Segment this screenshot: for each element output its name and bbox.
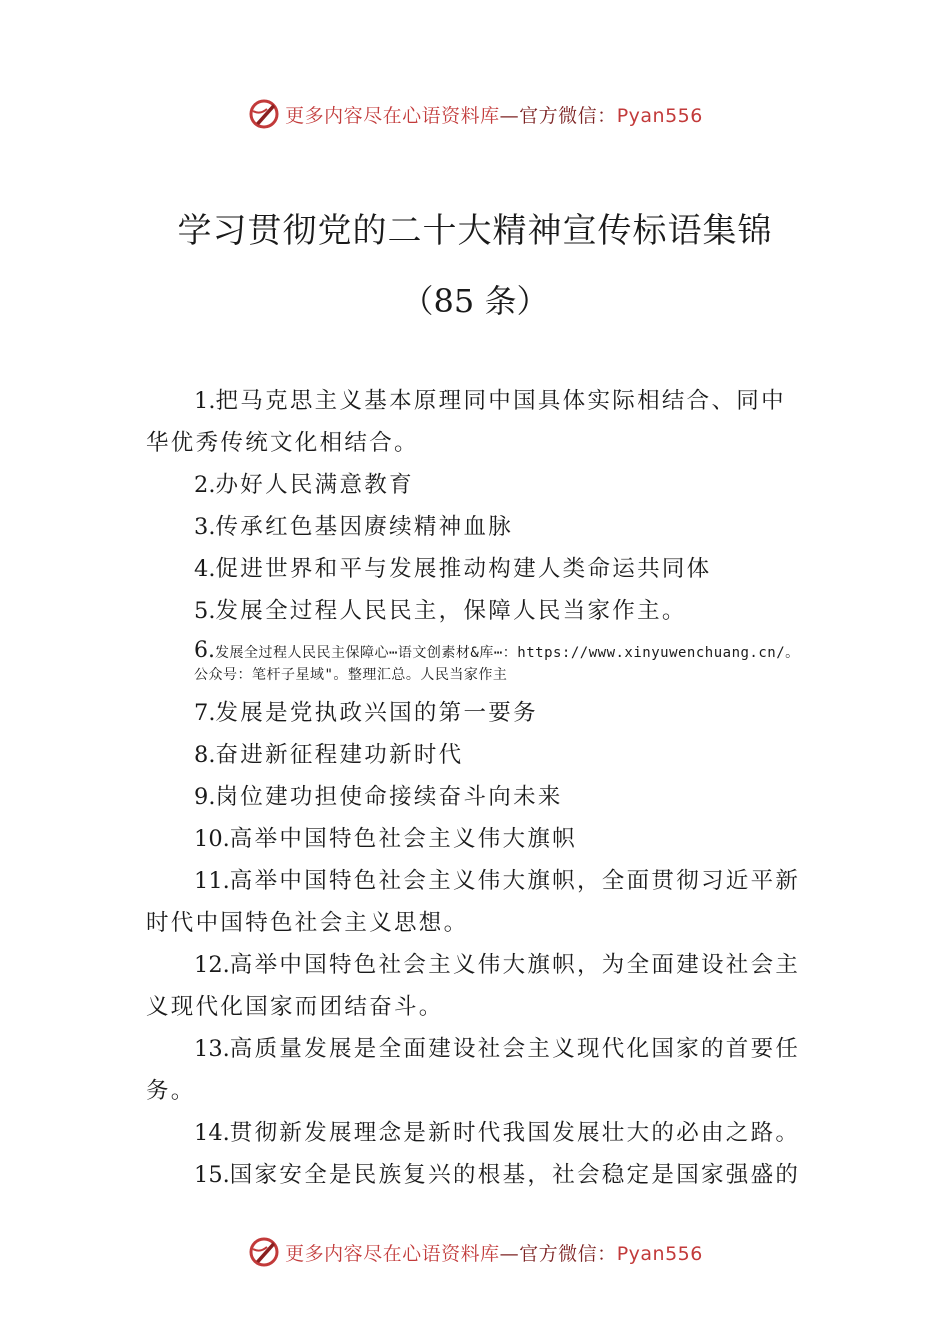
item-text: 岗位建功担使命接续奋斗向未来	[215, 784, 563, 810]
item-number: 13.	[194, 1036, 230, 1062]
document-subtitle: （85 条）	[401, 282, 549, 320]
list-item	[146, 548, 806, 590]
item-text: 贯彻新发展理念是新时代我国发展壮大的必由之路。	[229, 1120, 801, 1146]
list-item-watermarked	[146, 640, 806, 686]
list-item	[146, 776, 806, 818]
quill-seal-icon	[247, 1235, 281, 1269]
list-item	[146, 860, 806, 944]
banner-slogan: 更多内容尽在心语资料库	[285, 1242, 500, 1265]
item-text: 办好人民满意教育	[215, 472, 414, 498]
banner-text	[285, 1239, 703, 1266]
item-number: 9.	[194, 784, 216, 810]
item-text: 奋进新征程建功新时代	[215, 742, 464, 768]
list-item	[146, 506, 806, 548]
item-text: 传承红色基因赓续精神血脉	[215, 514, 514, 540]
item-text: 高举中国特色社会主义伟大旗帜，全面贯彻习近平新时代中国特色社会主义思想。	[146, 868, 801, 936]
quill-seal-icon	[247, 97, 281, 131]
item-number: 3.	[194, 514, 216, 540]
document-title: 学习贯彻党的二十大精神宣传标语集锦	[177, 211, 773, 251]
item-text: 发展全过程人民民主，保障人民当家作主。	[215, 598, 687, 624]
banner-wechat-id: Pyan556	[616, 1242, 703, 1265]
banner-text	[285, 101, 703, 128]
item-number: 6.	[194, 638, 215, 663]
item-text: 高举中国特色社会主义伟大旗帜	[229, 826, 577, 852]
item-number: 10.	[194, 826, 230, 852]
banner-slogan: 更多内容尽在心语资料库	[285, 104, 500, 127]
banner-dash: —	[499, 1242, 520, 1265]
list-item	[146, 818, 806, 860]
item-number: 5.	[194, 598, 216, 624]
item-number: 12.	[194, 952, 230, 978]
item-number: 14.	[194, 1120, 230, 1146]
item-number: 1.	[194, 388, 216, 414]
item-text: 把马克思主义基本原理同中国具体实际相结合、同中华优秀传统文化相结合。	[146, 388, 786, 456]
list-item	[146, 734, 806, 776]
item-number: 7.	[194, 700, 216, 726]
item-number: 15.	[194, 1162, 230, 1188]
item-text: 促进世界和平与发展推动构建人类命运共同体	[215, 556, 712, 582]
banner-dash: —	[499, 104, 520, 127]
item-text: 高质量发展是全面建设社会主义现代化国家的首要任务。	[146, 1036, 801, 1104]
header-banner	[0, 94, 950, 134]
item-number: 8.	[194, 742, 216, 768]
item-text: 国家安全是民族复兴的根基，社会稳定是国家强盛的	[229, 1162, 801, 1188]
list-item	[146, 380, 806, 464]
banner-wechat-id: Pyan556	[616, 104, 703, 127]
item-number: 4.	[194, 556, 216, 582]
item-text: 发展全过程人民民主保障心⋯语文创素材&库⋯：https://www.xinyuwenchuang.cn/。公众号：笔杆子星域"。整理汇总。人民当家作主	[194, 645, 800, 683]
slogan-list	[146, 380, 806, 1196]
item-text: 发展是党执政兴国的第一要务	[215, 700, 538, 726]
list-item	[146, 944, 806, 1028]
item-number: 11.	[194, 868, 230, 894]
footer-banner	[0, 1232, 950, 1272]
banner-wechat-label: 官方微信：	[519, 104, 617, 127]
banner-wechat-label: 官方微信：	[519, 1242, 617, 1265]
item-text: 高举中国特色社会主义伟大旗帜，为全面建设社会主义现代化国家而团结奋斗。	[146, 952, 801, 1020]
list-item	[146, 1154, 806, 1196]
list-item	[146, 464, 806, 506]
item-number: 2.	[194, 472, 216, 498]
list-item	[146, 590, 806, 632]
list-item	[146, 1028, 806, 1112]
list-item	[146, 692, 806, 734]
list-item	[146, 1112, 806, 1154]
